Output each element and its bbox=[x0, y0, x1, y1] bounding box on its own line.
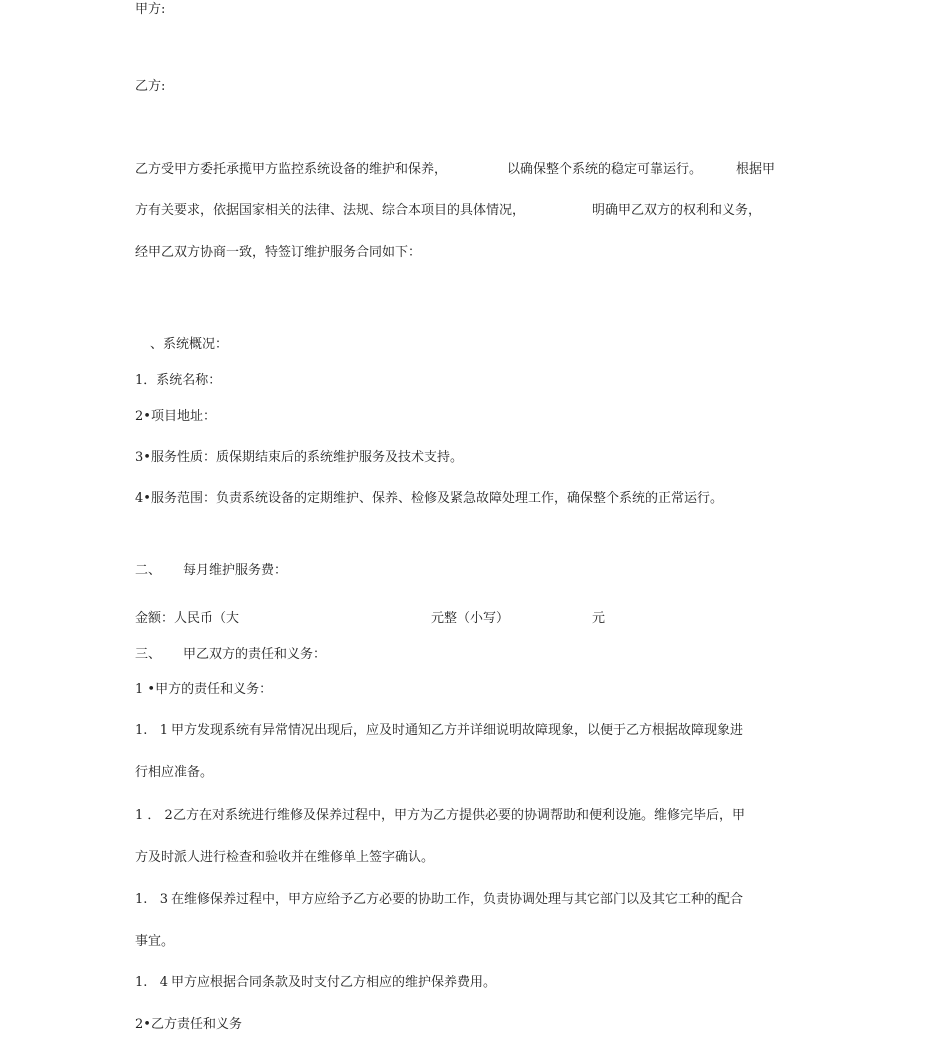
clause-1-2-text-cont: 方及时派人进行检查和验收并在维修单上签字确认。 bbox=[135, 850, 435, 865]
party-a-label: 甲方: bbox=[135, 2, 166, 17]
section-1-item-1: 1．系统名称： bbox=[135, 373, 222, 388]
clause-1-1-text: 甲方发现系统有异常情况出现后，应及时通知乙方并详细说明故障现象，以便于乙方根据故障现象进 bbox=[171, 723, 744, 738]
preamble-line-1c: 根据甲 bbox=[736, 162, 776, 177]
party-b-label: 乙方: bbox=[135, 79, 166, 94]
preamble-line-1a: 乙方受甲方委托承揽甲方监控系统设备的维护和保养， bbox=[135, 162, 448, 177]
clause-1-3-text: 在维修保养过程中，甲方应给予乙方必要的协助工作，负责协调处理与其它部门以及其它工种的配合 bbox=[171, 892, 744, 907]
preamble-line-2b: 明确甲乙双方的权利和义务， bbox=[592, 203, 762, 218]
amount-small-label: 元整（小写） bbox=[431, 611, 510, 626]
section-3-title: 甲乙双方的责任和义务： bbox=[183, 647, 327, 662]
section-1-item-3: 3•服务性质：质保期结束后的系统维护服务及技术支持。 bbox=[135, 450, 463, 465]
amount-unit: 元 bbox=[592, 611, 606, 626]
section-1-item-4: 4•服务范围：负责系统设备的定期维护、保养、检修及紧急故障处理工作，确保整个系统的正常运行。 bbox=[135, 491, 723, 506]
clause-1-3-number: 1. 3 bbox=[135, 892, 169, 907]
section-1-title: 、系统概况： bbox=[150, 337, 229, 352]
section-3-sub-2: 2•乙方责任和义务 bbox=[135, 1017, 242, 1032]
clause-1-2-number: 1 ． 2 bbox=[135, 808, 173, 823]
clause-1-4-text: 甲方应根据合同条款及时支付乙方相应的维护保养费用。 bbox=[171, 975, 497, 990]
clause-1-1-text-cont: 行相应准备。 bbox=[135, 765, 214, 780]
clause-1-4-number: 1. 4 bbox=[135, 975, 169, 990]
section-2-title: 每月维护服务费： bbox=[183, 563, 288, 578]
preamble-line-2a: 方有关要求，依据国家相关的法律、法规、综合本项目的具体情况， bbox=[135, 203, 526, 218]
preamble-line-3: 经甲乙双方协商一致，特签订维护服务合同如下： bbox=[135, 245, 422, 260]
section-1-item-2: 2•项目地址： bbox=[135, 409, 216, 424]
section-3-number: 三、 bbox=[135, 647, 162, 662]
amount-label: 金额：人民币（大 bbox=[135, 611, 240, 626]
clause-1-2-text: 乙方在对系统进行维修及保养过程中，甲方为乙方提供必要的协调帮助和便利设施。维修完毕后，甲 bbox=[173, 808, 746, 823]
clause-1-3-text-cont: 事宜。 bbox=[135, 934, 175, 949]
clause-1-1-number: 1. 1 bbox=[135, 723, 169, 738]
preamble-line-1b: 以确保整个系统的稳定可靠运行。 bbox=[507, 162, 703, 177]
section-3-sub-1: 1 •甲方的责任和义务： bbox=[135, 682, 273, 697]
section-2-number: 二、 bbox=[135, 563, 162, 578]
